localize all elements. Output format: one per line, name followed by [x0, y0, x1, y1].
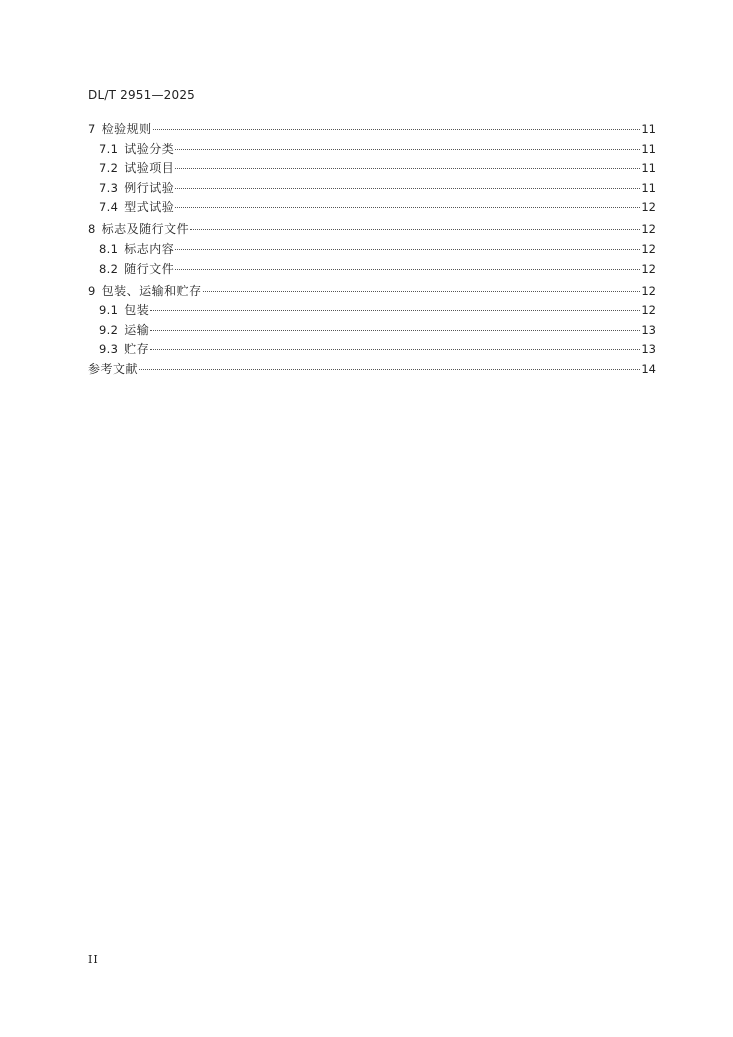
toc-leader-dots — [150, 330, 640, 331]
toc-leader-dots — [203, 291, 641, 292]
toc-entry-8-2[interactable] — [88, 260, 656, 280]
document-code: DL/T 2951—2025 — [88, 88, 195, 102]
toc-entry-page: 11 — [641, 180, 656, 195]
toc-entry-page: 12 — [641, 261, 656, 276]
toc-entry-title: 包装、运输和贮存 — [101, 283, 202, 298]
toc-entry-number: 7.1 — [99, 141, 119, 156]
toc-entry-page: 12 — [641, 222, 656, 237]
toc-entry-page: 11 — [641, 141, 656, 156]
toc-entry-title: 试验项目 — [124, 161, 175, 176]
toc-leader-dots — [175, 269, 640, 270]
toc-entry-title: 随行文件 — [124, 261, 175, 276]
toc-entry-title: 参考文献 — [88, 361, 139, 376]
toc-entry-7[interactable] — [88, 120, 656, 140]
toc-entry-9[interactable] — [88, 282, 656, 302]
toc-entry-number: 9.2 — [99, 322, 119, 337]
toc-entry-9-1[interactable] — [88, 301, 656, 321]
toc-leader-dots — [175, 149, 640, 150]
toc-entry-9-3[interactable] — [88, 340, 656, 360]
toc-entry-number: 8.2 — [99, 261, 119, 276]
toc-leader-dots — [190, 229, 640, 230]
toc-entry-page: 12 — [641, 241, 656, 256]
toc-entry-page: 12 — [641, 283, 656, 298]
toc-entry-7-2[interactable] — [88, 159, 656, 179]
toc-entry-title: 试验分类 — [124, 141, 175, 156]
toc-entry-number: 9.1 — [99, 303, 119, 318]
toc-entry-page: 13 — [641, 342, 656, 357]
toc-entry-page: 12 — [641, 200, 656, 215]
toc-leader-dots — [150, 310, 640, 311]
toc-entry-number: 9 — [88, 283, 96, 298]
toc-entry-7-1[interactable] — [88, 140, 656, 160]
toc-leader-dots — [153, 129, 641, 130]
toc-leader-dots — [175, 168, 640, 169]
toc-entry-title: 运输 — [124, 322, 150, 337]
toc-entry-number: 7.4 — [99, 200, 119, 215]
toc-entry-number: 7 — [88, 122, 96, 136]
toc-entry-title: 例行试验 — [124, 180, 175, 195]
toc-entry-number: 9.3 — [99, 342, 119, 357]
toc-entry-7-3[interactable] — [88, 179, 656, 199]
toc-leader-dots — [175, 188, 640, 189]
toc-entry-page: 11 — [641, 161, 656, 176]
toc-entry-title: 贮存 — [124, 342, 150, 357]
toc-leader-dots — [150, 349, 640, 350]
toc-entry-title: 包装 — [124, 303, 150, 318]
toc-entry-references[interactable] — [88, 360, 656, 380]
toc-entry-title: 检验规则 — [101, 122, 152, 136]
toc-entry-title: 标志及随行文件 — [101, 222, 190, 237]
table-of-contents — [88, 120, 656, 380]
toc-leader-dots — [139, 369, 640, 370]
toc-leader-dots — [175, 249, 640, 250]
toc-leader-dots — [175, 207, 640, 208]
toc-entry-page: 12 — [641, 303, 656, 318]
toc-entry-7-4[interactable] — [88, 198, 656, 218]
toc-entry-number: 8 — [88, 222, 96, 237]
toc-entry-page: 14 — [641, 361, 656, 376]
toc-entry-number: 7.3 — [99, 180, 119, 195]
toc-entry-8-1[interactable] — [88, 240, 656, 260]
toc-entry-title: 型式试验 — [124, 200, 175, 215]
toc-entry-9-2[interactable] — [88, 321, 656, 341]
toc-entry-page: 13 — [641, 322, 656, 337]
toc-entry-page: 11 — [641, 122, 656, 136]
toc-entry-8[interactable] — [88, 220, 656, 240]
toc-entry-number: 7.2 — [99, 161, 119, 176]
toc-entry-number: 8.1 — [99, 241, 119, 256]
page-number: II — [88, 953, 99, 966]
toc-entry-title: 标志内容 — [124, 241, 175, 256]
